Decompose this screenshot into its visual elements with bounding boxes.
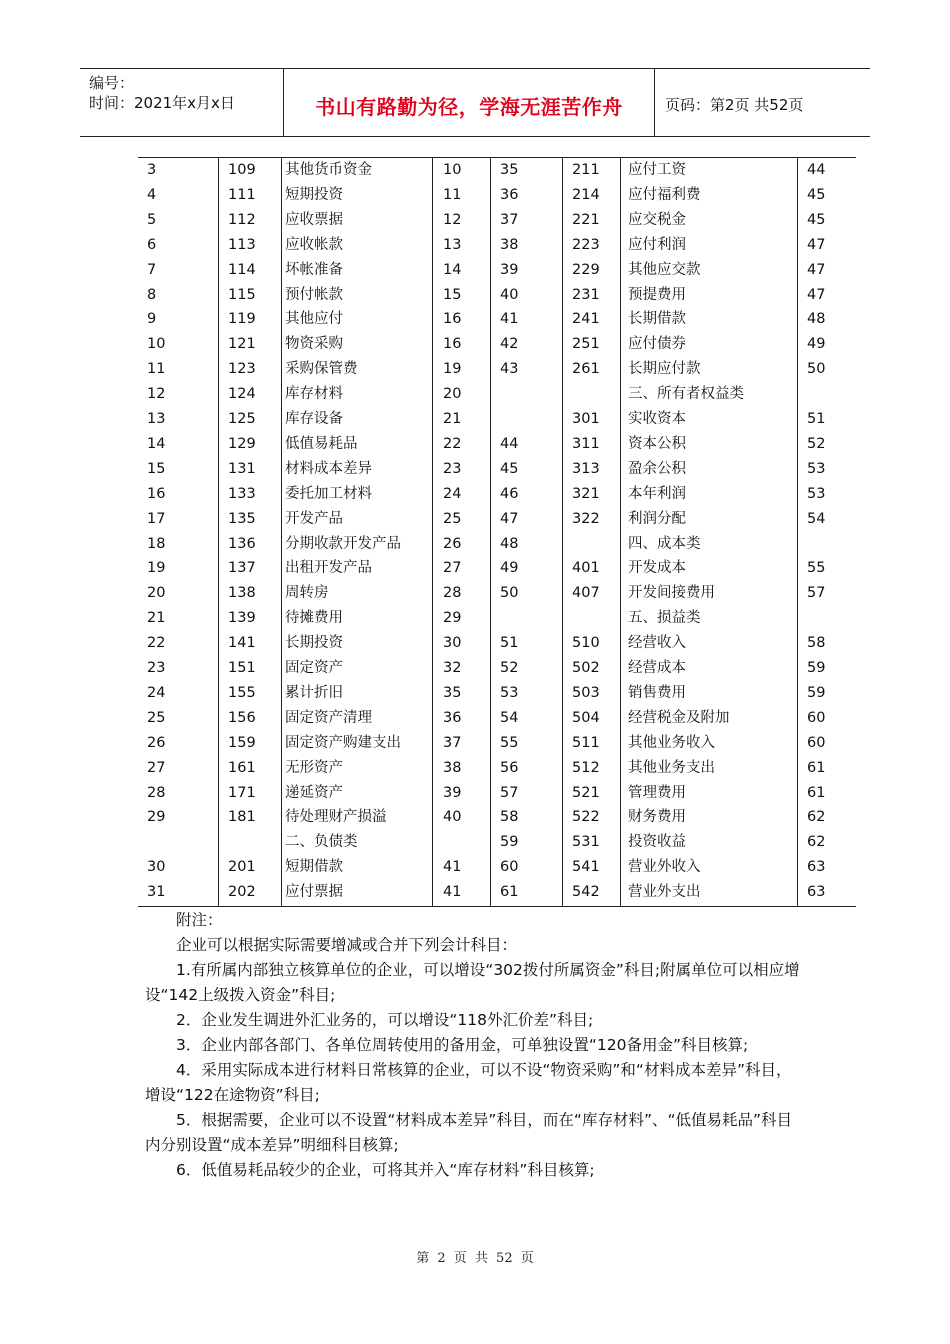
table-row [138, 681, 856, 706]
row-seq-2: 52 [500, 660, 519, 676]
page-no: 15 [443, 286, 462, 303]
account-code-2: 231 [572, 286, 600, 303]
page-no: 10 [443, 162, 462, 178]
account-name-2: 其他业务支出 [628, 759, 715, 776]
account-name: 库存材料 [285, 386, 343, 403]
row-seq-2: 50 [500, 585, 519, 602]
account-code: 129 [228, 435, 256, 452]
row-seq: 27 [147, 759, 166, 776]
page-no: 14 [443, 261, 462, 278]
page-no-2: 47 [807, 261, 826, 278]
row-seq-2: 39 [500, 261, 519, 278]
page-no: 16 [443, 311, 462, 328]
table-row [138, 706, 856, 731]
account-code-2: 221 [572, 211, 600, 228]
code-label: 编号： [89, 74, 135, 92]
account-name-2: 应付利润 [628, 236, 686, 253]
row-seq: 6 [147, 236, 157, 253]
row-seq-2: 47 [500, 510, 519, 527]
account-code: 112 [228, 211, 256, 228]
account-name-2: 应交税金 [628, 211, 686, 228]
account-code: 109 [228, 162, 256, 178]
page-no-2: 63 [807, 884, 826, 901]
page-no-2: 63 [807, 859, 826, 876]
account-code-2: 261 [572, 361, 600, 378]
account-code-2: 223 [572, 236, 600, 253]
note-item: 6．低值易耗品较少的企业，可将其并入“库存材料”科目核算; [176, 1161, 595, 1179]
account-name-2: 长期借款 [628, 311, 686, 328]
row-seq: 29 [147, 809, 166, 826]
row-seq-2: 61 [500, 884, 519, 901]
page-no-2: 60 [807, 709, 826, 726]
row-seq-2: 45 [500, 460, 519, 477]
page-no-2: 54 [807, 510, 826, 527]
page-info: 页码：第2页 共52页 [665, 96, 804, 114]
account-name-2: 三、所有者权益类 [628, 386, 744, 403]
row-seq: 26 [147, 734, 166, 751]
table-row [138, 507, 856, 532]
row-seq: 5 [147, 211, 157, 228]
row-seq: 12 [147, 386, 166, 403]
page-header [80, 68, 870, 137]
page-no: 28 [443, 585, 462, 602]
account-table [138, 157, 856, 907]
row-seq: 30 [147, 859, 166, 876]
page-no-2: 44 [807, 162, 826, 178]
table-row [138, 581, 856, 606]
account-name-2: 应付工资 [628, 162, 686, 178]
page-no-2: 61 [807, 759, 826, 776]
row-seq-2: 35 [500, 162, 519, 178]
account-name-2: 营业外支出 [628, 884, 701, 901]
page-no: 11 [443, 186, 462, 203]
page-no-2: 55 [807, 560, 826, 577]
table-row [138, 233, 856, 258]
table-row [138, 258, 856, 283]
account-name-2: 经营税金及附加 [628, 709, 730, 726]
account-code: 159 [228, 734, 256, 751]
account-name: 预付帐款 [285, 286, 343, 303]
page-no-2: 58 [807, 635, 826, 652]
row-seq: 31 [147, 884, 166, 901]
account-name: 采购保管费 [285, 361, 358, 378]
account-name-2: 利润分配 [628, 510, 686, 527]
page-no: 39 [443, 784, 462, 801]
row-seq-2: 60 [500, 859, 519, 876]
row-seq-2: 37 [500, 211, 519, 228]
page-no-2: 48 [807, 311, 826, 328]
table-row [138, 407, 856, 432]
row-seq: 15 [147, 460, 166, 477]
account-code: 136 [228, 535, 256, 552]
row-seq: 8 [147, 286, 157, 303]
account-code-2: 521 [572, 784, 600, 801]
row-seq: 23 [147, 660, 166, 676]
table-row [138, 357, 856, 382]
account-name: 低值易耗品 [285, 435, 358, 452]
row-seq: 10 [147, 336, 166, 353]
account-code: 123 [228, 361, 256, 378]
row-seq: 18 [147, 535, 166, 552]
page-no: 16 [443, 336, 462, 353]
page-no-2: 50 [807, 361, 826, 378]
account-code-2: 251 [572, 336, 600, 353]
account-name-2: 其他应交款 [628, 261, 701, 278]
note-item: 3．企业内部各部门、各单位周转使用的备用金，可单独设置“120备用金”科目核算; [176, 1036, 749, 1054]
account-code: 202 [228, 884, 256, 901]
account-name: 固定资产购建支出 [285, 734, 401, 751]
account-name: 周转房 [285, 585, 329, 602]
page-no: 26 [443, 535, 462, 552]
row-seq-2: 57 [500, 784, 519, 801]
table-row [138, 158, 856, 183]
page-no: 29 [443, 610, 462, 627]
page-no-2: 57 [807, 585, 826, 602]
account-name-2: 开发间接费用 [628, 585, 715, 602]
table-row [138, 805, 856, 830]
account-name: 其他货币资金 [285, 162, 372, 178]
table-row [138, 382, 856, 407]
account-code-2: 531 [572, 834, 600, 851]
table-row [138, 656, 856, 681]
account-code-2: 241 [572, 311, 600, 328]
page-no: 22 [443, 435, 462, 452]
row-seq-2: 48 [500, 535, 519, 552]
account-name-2: 盈余公积 [628, 460, 686, 477]
row-seq: 13 [147, 411, 166, 427]
table-row [138, 208, 856, 233]
account-code: 125 [228, 411, 256, 427]
account-code: 115 [228, 286, 256, 303]
account-name-2: 资本公积 [628, 435, 686, 452]
page-no-2: 45 [807, 186, 826, 203]
page-footer: 第 2 页 共 52 页 [416, 1251, 534, 1266]
table-row [138, 556, 856, 581]
row-seq: 11 [147, 361, 166, 378]
motto: 书山有路勤为径，学海无涯苦作舟 [315, 95, 623, 119]
row-seq: 20 [147, 585, 166, 602]
account-name: 委托加工材料 [285, 485, 372, 502]
account-name: 递延资产 [285, 784, 343, 801]
account-name: 库存设备 [285, 411, 343, 427]
row-seq: 3 [147, 162, 157, 178]
page-no: 37 [443, 734, 462, 751]
page-no-2: 60 [807, 734, 826, 751]
account-name: 应收票据 [285, 211, 343, 228]
table-row [138, 482, 856, 507]
table-row [138, 457, 856, 482]
account-code-2: 311 [572, 435, 600, 452]
page-no: 41 [443, 859, 462, 876]
account-name: 短期投资 [285, 186, 343, 203]
page-no-2: 53 [807, 485, 826, 502]
page-no-2: 51 [807, 411, 826, 427]
row-seq-2: 54 [500, 709, 519, 726]
row-seq-2: 55 [500, 734, 519, 751]
account-code-2: 510 [572, 635, 600, 652]
page-no: 38 [443, 759, 462, 776]
account-name-2: 四、成本类 [628, 535, 701, 552]
row-seq-2: 58 [500, 809, 519, 826]
page-no-2: 45 [807, 211, 826, 228]
page-no: 32 [443, 660, 462, 676]
page-no-2: 61 [807, 784, 826, 801]
row-seq-2: 49 [500, 560, 519, 577]
row-seq: 22 [147, 635, 166, 652]
row-seq-2: 43 [500, 361, 519, 378]
account-name-2: 长期应付款 [628, 361, 701, 378]
account-code: 111 [228, 186, 256, 203]
account-name: 二、负债类 [285, 834, 358, 851]
table-row [138, 432, 856, 457]
account-name-2: 其他业务收入 [628, 734, 715, 751]
row-seq: 16 [147, 485, 166, 502]
row-seq: 21 [147, 610, 166, 627]
table-row [138, 332, 856, 357]
account-name-2: 开发成本 [628, 560, 686, 577]
account-name-2: 应付福利费 [628, 186, 701, 203]
page-no: 41 [443, 884, 462, 901]
table-row [138, 731, 856, 756]
row-seq-2: 59 [500, 834, 519, 851]
page-no: 12 [443, 211, 462, 228]
account-code-2: 322 [572, 510, 600, 527]
account-name-2: 预提费用 [628, 286, 686, 303]
account-name: 长期投资 [285, 635, 343, 652]
account-name-2: 销售费用 [628, 684, 686, 701]
row-seq-2: 36 [500, 186, 519, 203]
page-no: 40 [443, 809, 462, 826]
page-no-2: 59 [807, 684, 826, 701]
page-no: 35 [443, 684, 462, 701]
page-no: 13 [443, 236, 462, 253]
account-name: 待处理财产损溢 [285, 809, 387, 826]
page-no: 20 [443, 386, 462, 403]
row-seq: 17 [147, 510, 166, 527]
account-code: 141 [228, 635, 256, 652]
account-name-2: 投资收益 [628, 834, 686, 851]
account-name: 坏帐准备 [285, 261, 343, 278]
page-no: 21 [443, 411, 462, 427]
account-code-2: 511 [572, 734, 600, 751]
account-code: 201 [228, 859, 256, 876]
account-code: 119 [228, 311, 256, 328]
account-name-2: 经营成本 [628, 660, 686, 676]
account-name: 固定资产清理 [285, 709, 372, 726]
table-row [138, 781, 856, 806]
account-code-2: 401 [572, 560, 600, 577]
account-name: 应付票据 [285, 884, 343, 901]
table-row [138, 631, 856, 656]
page-no-2: 53 [807, 460, 826, 477]
account-name-2: 应付债券 [628, 336, 686, 353]
table-row [138, 756, 856, 781]
account-name: 无形资产 [285, 759, 343, 776]
account-code-2: 214 [572, 186, 600, 203]
account-code-2: 504 [572, 709, 600, 726]
page-no-2: 59 [807, 660, 826, 676]
account-code: 181 [228, 809, 256, 826]
page-no-2: 47 [807, 236, 826, 253]
page-no: 23 [443, 460, 462, 477]
account-name-2: 经营收入 [628, 635, 686, 652]
notes-section [145, 908, 805, 1183]
row-seq: 25 [147, 709, 166, 726]
page-no: 36 [443, 709, 462, 726]
note-item: 2．企业发生调进外汇业务的，可以增设“118外汇价差”科目; [176, 1011, 594, 1029]
row-seq-2: 42 [500, 336, 519, 353]
account-name-2: 五、损益类 [628, 610, 701, 627]
account-code: 114 [228, 261, 256, 278]
table-row [138, 307, 856, 332]
account-code: 151 [228, 660, 256, 676]
page-no-2: 47 [807, 286, 826, 303]
table-row [138, 283, 856, 308]
account-code-2: 321 [572, 485, 600, 502]
header-motto-cell [284, 69, 655, 136]
account-code-2: 512 [572, 759, 600, 776]
account-code: 131 [228, 460, 256, 477]
account-code-2: 211 [572, 162, 600, 178]
table-row [138, 532, 856, 557]
account-name: 应收帐款 [285, 236, 343, 253]
account-code: 137 [228, 560, 256, 577]
account-code-2: 301 [572, 411, 600, 427]
header-page-cell [655, 69, 870, 136]
page-no: 27 [443, 560, 462, 577]
page-no-2: 52 [807, 435, 826, 452]
account-name-2: 营业外收入 [628, 859, 701, 876]
row-seq: 24 [147, 684, 166, 701]
page-no: 30 [443, 635, 462, 652]
row-seq: 28 [147, 784, 166, 801]
account-name: 开发产品 [285, 510, 343, 527]
row-seq-2: 44 [500, 435, 519, 452]
account-code: 113 [228, 236, 256, 253]
account-code: 138 [228, 585, 256, 602]
account-code-2: 407 [572, 585, 600, 602]
time-label: 时间：2021年x月x日 [89, 94, 235, 112]
row-seq-2: 53 [500, 684, 519, 701]
account-name-2: 本年利润 [628, 485, 686, 502]
notes-title: 附注： [176, 911, 223, 929]
page-no-2: 62 [807, 834, 826, 851]
page-no: 19 [443, 361, 462, 378]
row-seq: 7 [147, 261, 157, 278]
account-name: 出租开发产品 [285, 560, 372, 577]
page-no: 24 [443, 485, 462, 502]
account-code-2: 541 [572, 859, 600, 876]
page-no: 25 [443, 510, 462, 527]
row-seq-2: 41 [500, 311, 519, 328]
row-seq: 4 [147, 186, 157, 203]
account-code-2: 313 [572, 460, 600, 477]
account-code-2: 502 [572, 660, 600, 676]
account-code: 133 [228, 485, 256, 502]
account-name: 物资采购 [285, 336, 343, 353]
page-no-2: 62 [807, 809, 826, 826]
account-code: 155 [228, 684, 256, 701]
account-code: 135 [228, 510, 256, 527]
row-seq-2: 40 [500, 286, 519, 303]
account-code-2: 522 [572, 809, 600, 826]
note-item: 1.有所属内部独立核算单位的企业，可以增设“302拨付所属资金”科目;附属单位可以相应增设“142上级拨入资金”科目; [145, 961, 800, 1004]
notes-intro: 企业可以根据实际需要增减或合并下列会计科目： [176, 936, 518, 954]
row-seq: 14 [147, 435, 166, 452]
account-code: 161 [228, 759, 256, 776]
table-row [138, 855, 856, 880]
account-name-2: 管理费用 [628, 784, 686, 801]
account-name: 材料成本差异 [285, 460, 372, 477]
account-code: 139 [228, 610, 256, 627]
account-code-2: 229 [572, 261, 600, 278]
table-row [138, 830, 856, 855]
account-code: 121 [228, 336, 256, 353]
account-code-2: 542 [572, 884, 600, 901]
note-item: 4．采用实际成本进行材料日常核算的企业，可以不设“物资采购”和“材料成本差异”科目，增设“122在途物资”科目; [145, 1061, 792, 1104]
row-seq: 19 [147, 560, 166, 577]
account-name: 累计折旧 [285, 684, 343, 701]
table-row [138, 880, 856, 905]
account-code: 156 [228, 709, 256, 726]
account-name-2: 财务费用 [628, 809, 686, 826]
account-name: 待摊费用 [285, 610, 343, 627]
page-no-2: 49 [807, 336, 826, 353]
account-code: 171 [228, 784, 256, 801]
row-seq: 9 [147, 311, 157, 328]
account-name: 分期收款开发产品 [285, 535, 401, 552]
row-seq-2: 46 [500, 485, 519, 502]
account-name: 短期借款 [285, 859, 343, 876]
header-meta [80, 69, 284, 136]
account-name: 固定资产 [285, 660, 343, 676]
note-item: 5．根据需要，企业可以不设置“材料成本差异”科目，而在“库存材料”、“低值易耗品”科目内分别设置“成本差异”明细科目核算; [145, 1111, 793, 1154]
account-code-2: 503 [572, 684, 600, 701]
table-row [138, 183, 856, 208]
row-seq-2: 56 [500, 759, 519, 776]
table-row [138, 606, 856, 631]
account-name: 其他应付 [285, 311, 343, 328]
account-name-2: 实收资本 [628, 411, 686, 427]
account-code: 124 [228, 386, 256, 403]
row-seq-2: 38 [500, 236, 519, 253]
row-seq-2: 51 [500, 635, 519, 652]
